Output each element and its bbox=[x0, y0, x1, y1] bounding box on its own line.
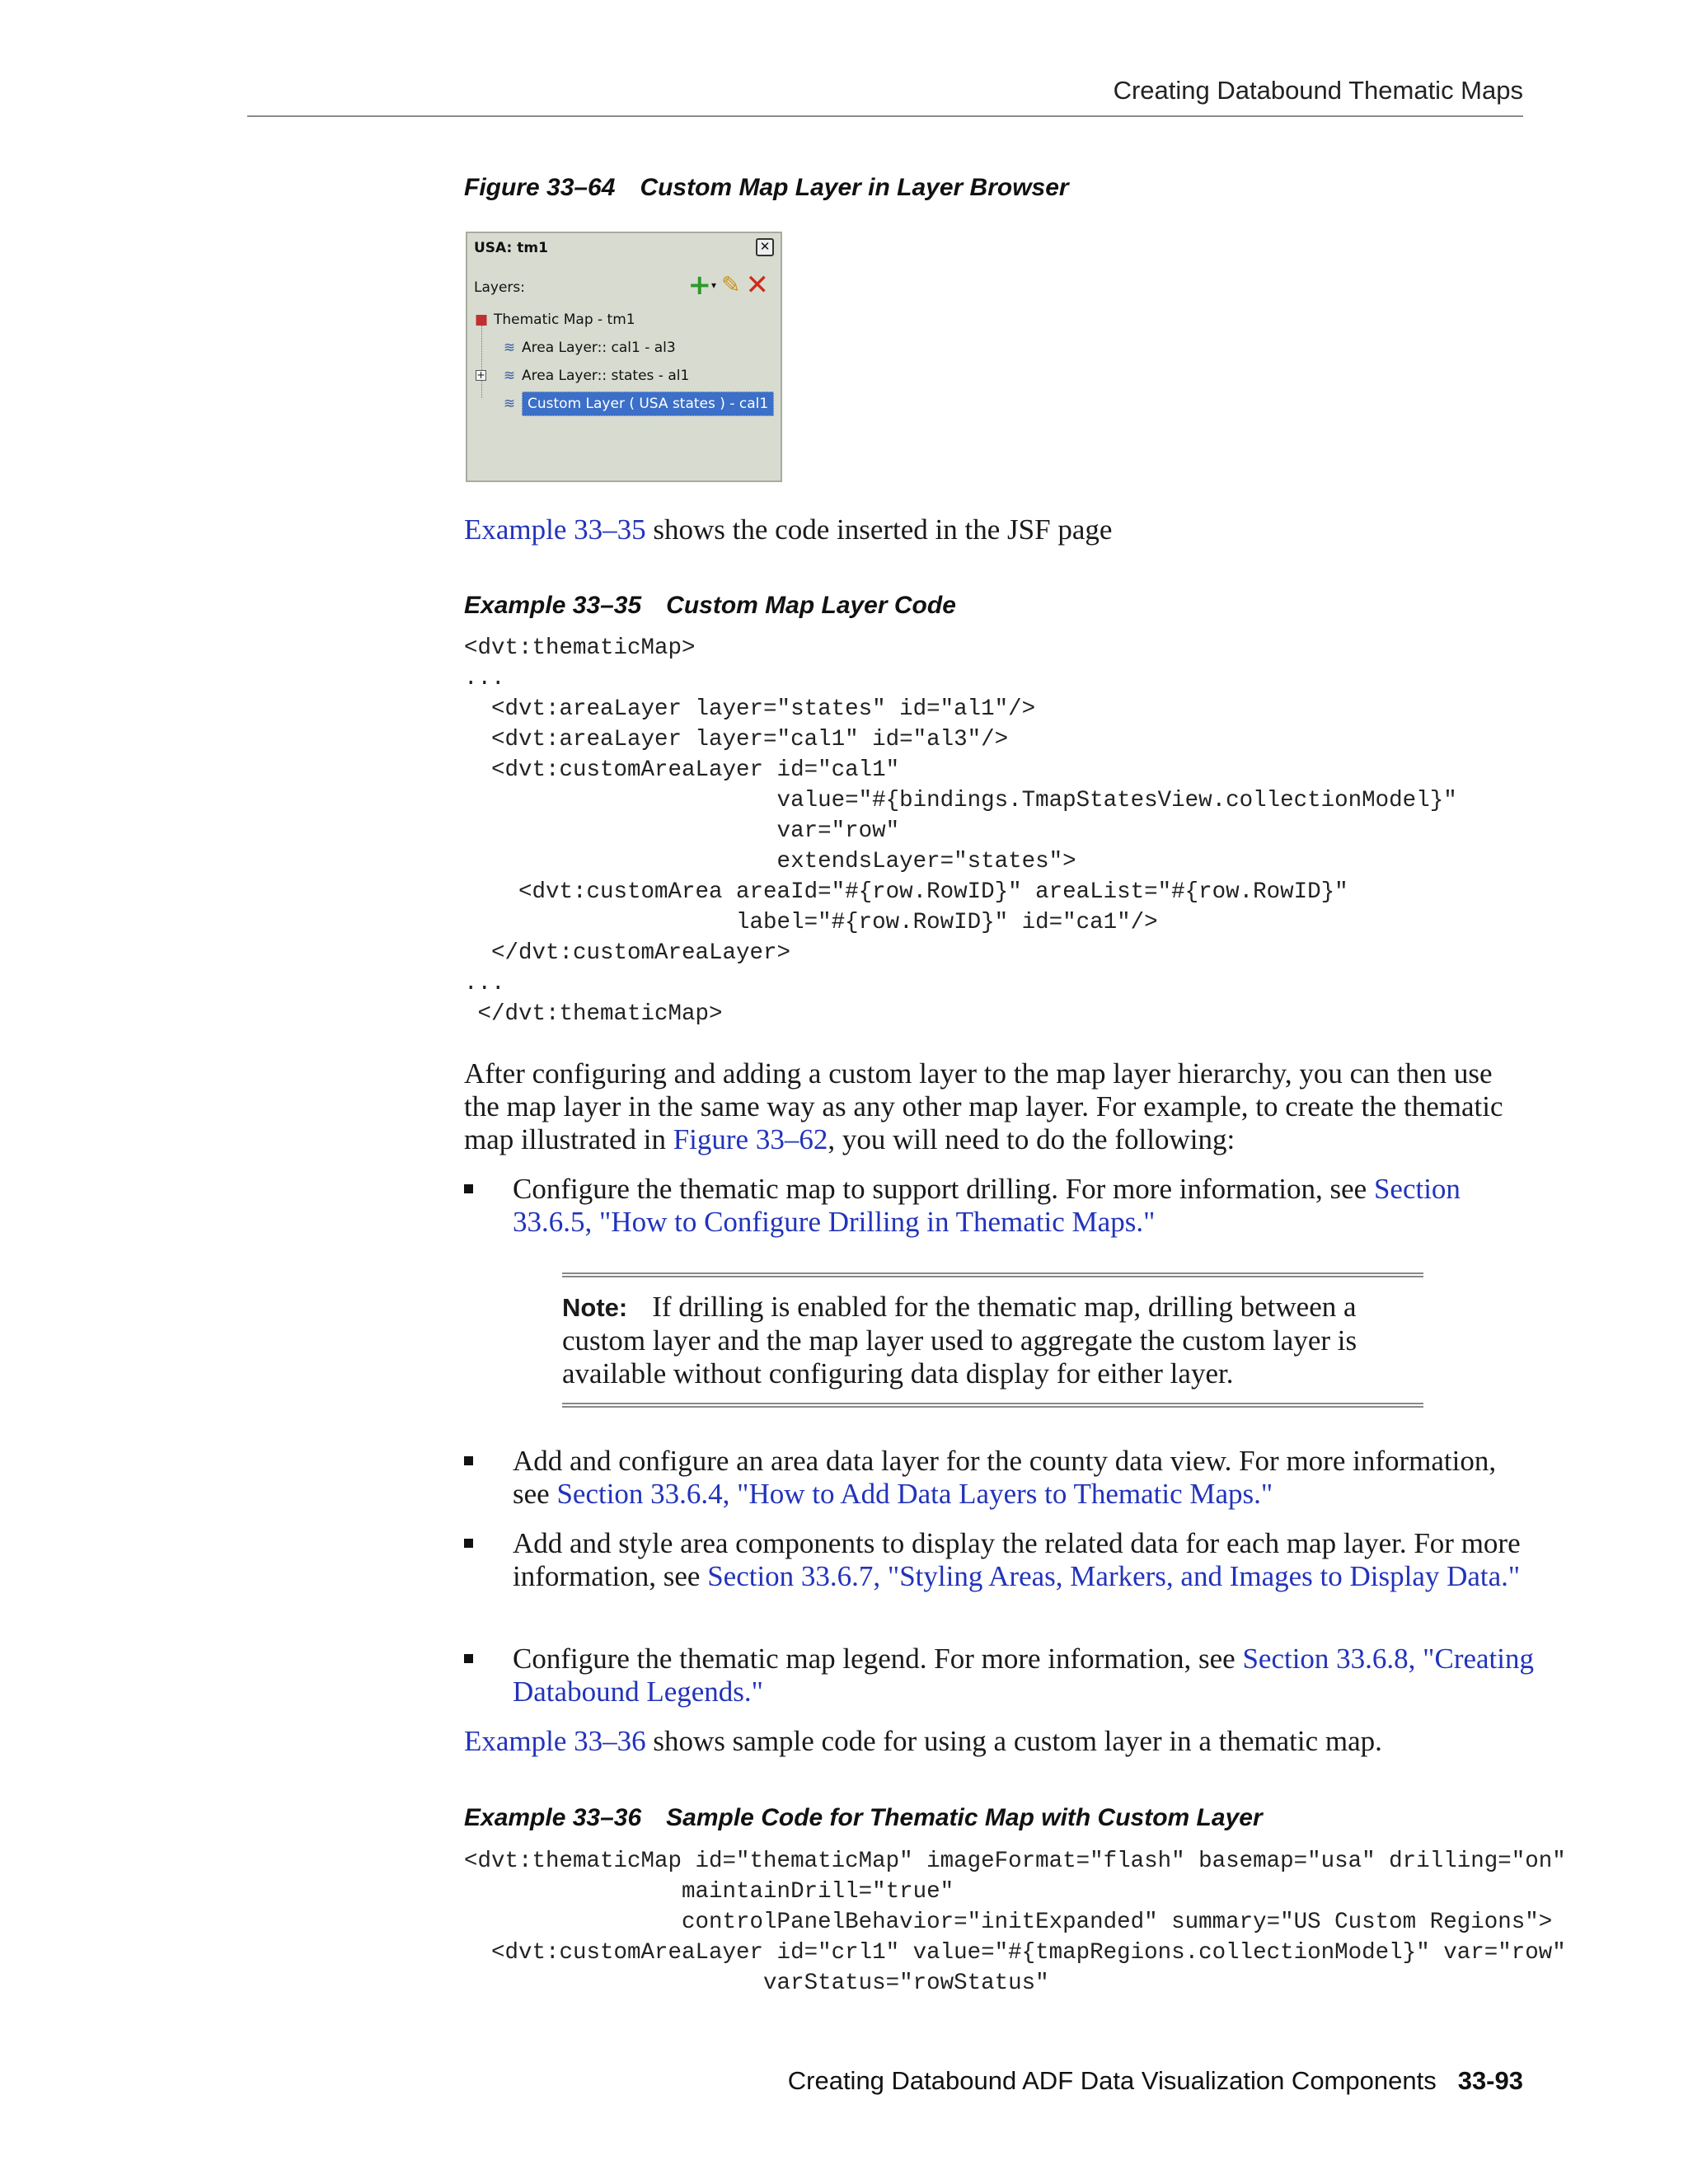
custom-layer-icon: ≋ bbox=[503, 396, 516, 412]
dropdown-caret-icon[interactable]: ▾ bbox=[711, 279, 717, 291]
layer-icon: ≋ bbox=[503, 340, 516, 356]
tree-item-area-layer-cal1[interactable] bbox=[472, 334, 769, 362]
map-icon: ■ bbox=[474, 312, 489, 328]
header-rule bbox=[247, 115, 1523, 117]
tree-item-thematic-map[interactable] bbox=[472, 306, 769, 334]
figure-number: Figure 33–64 bbox=[464, 174, 616, 201]
example-link[interactable]: Example 33–35 bbox=[464, 513, 646, 546]
delete-icon[interactable]: ✕ bbox=[745, 269, 769, 302]
list-item bbox=[464, 1173, 1536, 1239]
layer-browser-panel bbox=[466, 232, 782, 482]
example-caption bbox=[464, 592, 956, 620]
tree-item-label: Area Layer:: states - al1 bbox=[522, 368, 690, 384]
tree-item-area-layer-states[interactable] bbox=[472, 362, 769, 390]
list-item bbox=[464, 1527, 1536, 1593]
note-top-rule bbox=[562, 1272, 1423, 1277]
layer-tree bbox=[472, 306, 769, 418]
example-title: Sample Code for Thematic Map with Custom Layer bbox=[666, 1804, 1263, 1831]
section-link[interactable]: Section 33.6.4, "How to Add Data Layers to Thematic Maps." bbox=[556, 1478, 1273, 1510]
add-layer-icon[interactable]: + bbox=[687, 269, 711, 302]
layers-label: Layers: bbox=[474, 279, 525, 296]
example-title: Custom Map Layer Code bbox=[666, 592, 956, 619]
edit-pencil-icon[interactable]: ✎ bbox=[721, 271, 741, 298]
page-number: 33-93 bbox=[1457, 2066, 1523, 2095]
page-footer bbox=[788, 2066, 1523, 2096]
section-link[interactable]: Section 33.6.8, "Creating Databound Legends." bbox=[513, 1643, 1534, 1708]
example-number: Example 33–35 bbox=[464, 592, 642, 619]
section-link[interactable]: Section 33.6.7, "Styling Areas, Markers, and Images to Display Data." bbox=[707, 1560, 1521, 1592]
paragraph-text: , you will need to do the following: bbox=[828, 1123, 1236, 1155]
note-text: If drilling is enabled for the thematic map, drilling between a custom layer and the map layer used to aggregate the custom layer is available without configuring data display for either layer. bbox=[562, 1291, 1357, 1390]
code-block: <dvt:thematicMap id="thematicMap" imageFormat="flash" basemap="usa" drilling="on" maintainDrill="true" controlPanelBehavior="initExpanded" summary="US Custom Regions"> <dvt:customAreaLayer id="crl1" value="#{tmapRegions.collectionModel}" var="row" varStatus="rowStatus" bbox=[464, 1849, 1566, 1996]
bullet-icon bbox=[464, 1539, 473, 1548]
close-icon[interactable]: ✕ bbox=[756, 238, 774, 256]
list-item-text: Configure the thematic map legend. For more information, see bbox=[513, 1643, 1243, 1675]
paragraph-text: shows the code inserted in the JSF page bbox=[645, 513, 1113, 546]
bullet-icon bbox=[464, 1654, 473, 1663]
example-link[interactable]: Example 33–36 bbox=[464, 1725, 646, 1757]
paragraph-example-ref-2 bbox=[464, 1725, 1527, 1758]
note-box bbox=[562, 1272, 1423, 1413]
paragraph-text: After configuring and adding a custom layer to the map layer hierarchy, you can then use the map layer in the same way as any other map layer. For example, to create the thematic map illustrated in bbox=[464, 1057, 1503, 1155]
list-item-text: Add and style area components to display the related data for each map layer. For more information, see bbox=[513, 1527, 1521, 1592]
tree-item-label: Custom Layer ( USA states ) - cal1 bbox=[522, 391, 774, 416]
figure-caption bbox=[464, 174, 1069, 202]
example-number: Example 33–36 bbox=[464, 1804, 642, 1831]
footer-title: Creating Databound ADF Data Visualization Components bbox=[787, 2066, 1437, 2095]
list-item-text: Configure the thematic map to support drilling. For more information, see bbox=[513, 1173, 1374, 1205]
bullet-icon bbox=[464, 1456, 473, 1465]
code-block: <dvt:thematicMap> ... <dvt:areaLayer layer="states" id="al1"/> <dvt:areaLayer layer="cal1" id="al3"/> <dvt:customAreaLayer id="cal1" value="#{bindings.TmapStatesView.collectionModel}" var="row" extendsLayer="states"> <dvt:customArea areaId="#{row.RowID}" areaList="#{row.RowID}" label="#{row.RowID}" id="ca1"/> </dvt:customAreaLayer> ... </dvt:thematicMap> bbox=[464, 635, 1457, 1027]
tree-item-label: Thematic Map - tm1 bbox=[494, 312, 635, 328]
list-item-text: Add and configure an area data layer for the county data view. For more information, see bbox=[513, 1445, 1497, 1510]
figure-link[interactable]: Figure 33–62 bbox=[673, 1123, 828, 1155]
expand-icon[interactable]: + bbox=[476, 369, 485, 381]
layer-icon: ≋ bbox=[503, 368, 516, 384]
paragraph-example-ref bbox=[464, 513, 1527, 546]
bullet-icon bbox=[464, 1184, 473, 1193]
layer-toolbar bbox=[687, 269, 770, 302]
note-bottom-rule bbox=[562, 1403, 1423, 1408]
section-link[interactable]: Section 33.6.5, "How to Configure Drilling in Thematic Maps." bbox=[513, 1173, 1461, 1238]
paragraph-custom-layer bbox=[464, 1057, 1527, 1156]
paragraph-text: shows sample code for using a custom layer in a thematic map. bbox=[645, 1725, 1382, 1757]
running-header: Creating Databound Thematic Maps bbox=[1113, 76, 1523, 105]
note-label: Note: bbox=[562, 1293, 628, 1322]
list-item bbox=[464, 1445, 1536, 1511]
panel-title: USA: tm1 bbox=[474, 240, 548, 256]
example-caption bbox=[464, 1804, 1263, 1832]
list-item bbox=[464, 1643, 1536, 1708]
tree-item-label: Area Layer:: cal1 - al3 bbox=[522, 340, 676, 356]
figure-title: Custom Map Layer in Layer Browser bbox=[640, 174, 1069, 201]
tree-item-custom-layer[interactable] bbox=[472, 390, 769, 418]
